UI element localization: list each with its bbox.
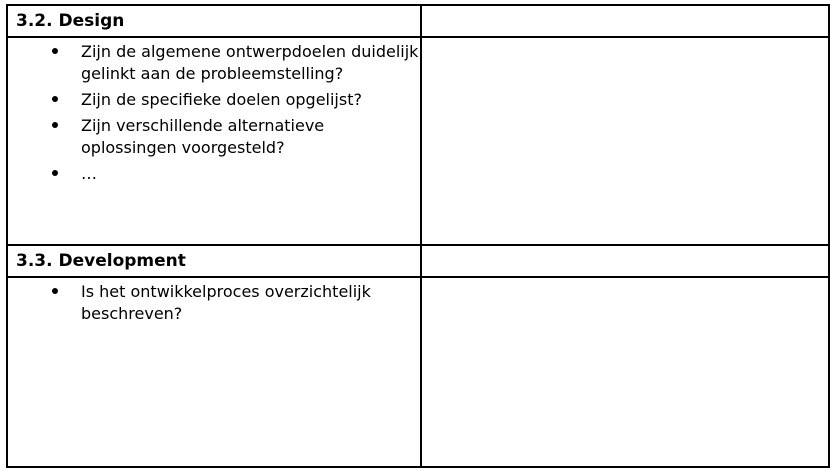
bullet-icon — [48, 115, 62, 137]
section-header-row — [7, 245, 829, 277]
comment-cell — [421, 245, 829, 277]
section-body-row — [7, 277, 829, 467]
list-item — [8, 163, 420, 185]
list-item-text: Is het ontwikkelproces overzichtelijk beschreven? — [81, 282, 371, 323]
section-body-row — [7, 37, 829, 245]
criteria-list-development — [8, 281, 420, 325]
list-item — [8, 281, 420, 325]
list-item-text: Zijn de algemene ontwerpdoelen duidelijk gelinkt aan de probleemstelling? — [81, 42, 419, 83]
list-item-text: Zijn de specifieke doelen opgelijst? — [81, 90, 362, 109]
review-table — [6, 4, 830, 468]
list-item-text: … — [81, 164, 97, 183]
comment-cell — [421, 37, 829, 245]
bullet-icon — [48, 89, 62, 111]
comment-cell — [421, 5, 829, 37]
criteria-list-design — [8, 41, 420, 185]
criteria-cell-design — [7, 37, 421, 245]
section-header-row — [7, 5, 829, 37]
section-title-design: 3.2. Design — [7, 5, 421, 37]
bullet-icon — [48, 41, 62, 63]
comment-cell — [421, 277, 829, 467]
criteria-cell-development — [7, 277, 421, 467]
section-title-development: 3.3. Development — [7, 245, 421, 277]
list-item — [8, 41, 420, 85]
list-item-text: Zijn verschillende alternatieve oplossingen voorgesteld? — [81, 116, 325, 157]
bullet-icon — [48, 281, 62, 303]
bullet-icon — [48, 163, 62, 185]
list-item — [8, 115, 420, 159]
list-item — [8, 89, 420, 111]
